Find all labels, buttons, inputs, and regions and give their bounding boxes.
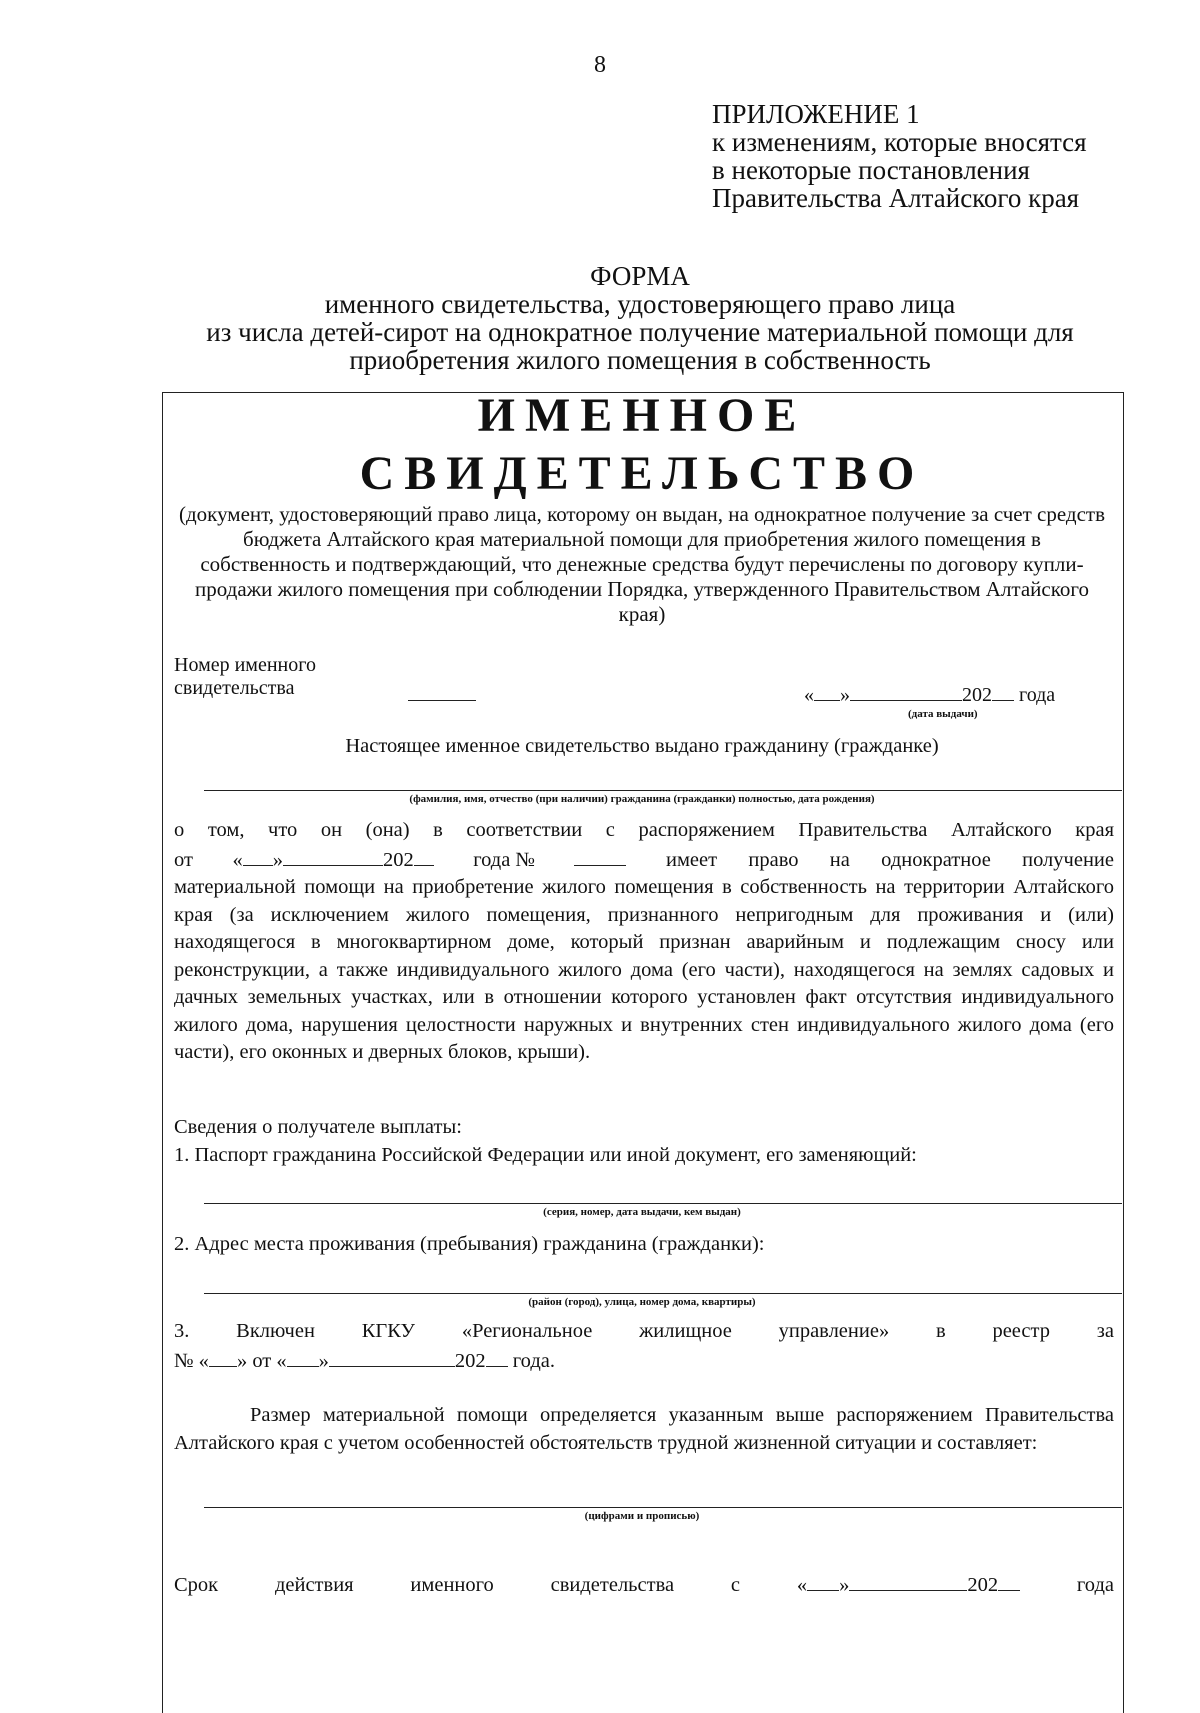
appendix-line: в некоторые постановления bbox=[712, 155, 1030, 185]
amount-paragraph: Размер материальной помощи определяется указанным выше распоряжением Правительства Алтайского края с учетом особенностей обстоятельств трудной жизненной ситуации и составляет: bbox=[174, 1404, 1114, 1454]
item-passport: 1. Паспорт гражданина Российской Федерации или иной документ, его заменяющий: bbox=[174, 1144, 917, 1166]
year-prefix: 202 bbox=[962, 684, 992, 706]
issue-date-field[interactable] bbox=[804, 680, 1055, 707]
body-text: о том, что он (она) в соответствии с распоряжением Правительства Алтайского края bbox=[174, 819, 1114, 841]
validity-date-field[interactable]: « » 202 bbox=[797, 1570, 1020, 1597]
item-address: 2. Адрес места проживания (пребывания) гражданина (гражданки): bbox=[174, 1233, 765, 1255]
registry-fields: № « » от « » 202 года. bbox=[174, 1346, 1114, 1373]
order-number-field[interactable] bbox=[574, 845, 626, 866]
registry-year-field[interactable] bbox=[486, 1346, 508, 1367]
appendix-block bbox=[712, 100, 1087, 212]
certificate-title-line2: СВИДЕТЕЛЬСТВО bbox=[359, 447, 925, 500]
item-registry bbox=[174, 1320, 1114, 1373]
order-date-field[interactable]: « » 202 bbox=[232, 845, 433, 875]
date-caption: (дата выдачи) bbox=[908, 708, 978, 720]
year-blank[interactable] bbox=[992, 680, 1014, 701]
certificate-title-line1: ИМЕННОЕ bbox=[477, 389, 807, 442]
form-subtitle bbox=[150, 290, 1130, 374]
appendix-title: ПРИЛОЖЕНИЕ 1 bbox=[712, 99, 920, 129]
address-caption: (район (город), улица, номер дома, квартиры) bbox=[528, 1296, 756, 1308]
form-subtitle-line: именного свидетельства, удостоверяющего право лица bbox=[324, 289, 956, 319]
body-rest: материальной помощи на приобретение жилого помещения в собственность на территории Алтайского края (за исключением жилого помещения, признанного непригодным для проживания и (или) находящегося в многоквартирном доме, который признан аварийным и подлежащим сносу или реконструкции, а также индивидуального жилого дома (его части), находящегося на землях садовых и дачных земельных участках, или в отношении которого установлен факт отсутствия индивидуального жилого дома, нарушения целостности наружных и внутренних стен индивидуального жилого дома (его части), его оконных и дверных блоков, крыши). bbox=[174, 876, 1114, 1063]
passport-caption: (серия, номер, дата выдачи, кем выдан) bbox=[543, 1206, 741, 1218]
registry-month-field[interactable] bbox=[329, 1346, 455, 1367]
validity-line: Срок действия именного свидетельства с « » 202 года bbox=[174, 1570, 1114, 1597]
number-label-line: свидетельства bbox=[174, 677, 295, 699]
month-blank[interactable] bbox=[850, 680, 962, 701]
fio-caption: (фамилия, имя, отчество (при наличии) гражданина (гражданки) полностью, дата рождения) bbox=[409, 793, 875, 805]
day-blank[interactable] bbox=[814, 680, 840, 701]
body-paragraph bbox=[174, 817, 1114, 1067]
recipient-heading: Сведения о получателе выплаты: bbox=[174, 1116, 462, 1138]
page-number: 8 bbox=[594, 52, 606, 78]
amount-caption: (цифрами и прописью) bbox=[584, 1510, 700, 1522]
registry-number-field[interactable] bbox=[209, 1346, 237, 1367]
certificate-description: (документ, удостоверяющий право лица, которому он выдан, на однократное получение за счет средств бюджета Алтайского края материальной помощи для приобретения жилого помещения в собственность и подтверждающий, что денежные средства будут перечислены по договору купли-продажи жилого помещения при соблюдении Порядка, утвержденного Правительством Алтайского края) bbox=[179, 502, 1105, 626]
registry-day-field[interactable] bbox=[287, 1346, 319, 1367]
form-title: ФОРМА bbox=[590, 261, 690, 291]
number-field[interactable] bbox=[408, 680, 476, 706]
form-subtitle-line: приобретения жилого помещения в собственность bbox=[349, 345, 931, 375]
body-line bbox=[174, 817, 1114, 845]
address-line[interactable] bbox=[204, 1293, 1122, 1294]
quote-mark: « bbox=[804, 684, 814, 706]
passport-line[interactable] bbox=[204, 1203, 1122, 1204]
amount-line[interactable] bbox=[204, 1507, 1122, 1508]
appendix-line: к изменениям, которые вносятся bbox=[712, 127, 1087, 157]
form-subtitle-line: из числа детей-сирот на однократное получение материальной помощи для bbox=[206, 317, 1074, 347]
body-line: от « » 202 года № имеет право на однократное получение bbox=[174, 845, 1114, 875]
number-label bbox=[174, 654, 316, 700]
appendix-line: Правительства Алтайского края bbox=[712, 183, 1080, 213]
quote-mark: » bbox=[840, 684, 850, 706]
year-word: года bbox=[1019, 684, 1056, 706]
registry-words: 3. Включен КГКУ «Региональное жилищное управление» в реестр за bbox=[174, 1320, 1114, 1342]
number-label-line: Номер именного bbox=[174, 654, 316, 676]
issued-to-text: Настоящее именное свидетельство выдано гражданину (гражданке) bbox=[345, 735, 939, 757]
fio-line[interactable] bbox=[204, 790, 1122, 791]
